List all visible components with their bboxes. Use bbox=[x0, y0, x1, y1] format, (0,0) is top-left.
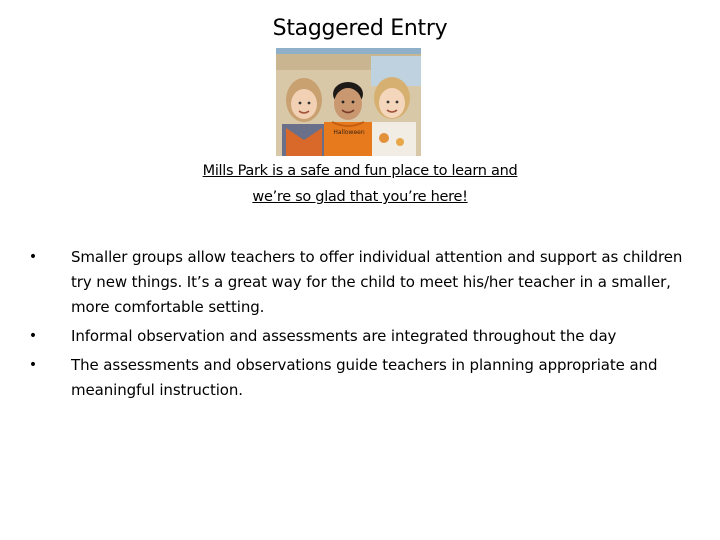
bullet-text: Informal observation and assessments are integrated throughout the day bbox=[71, 327, 617, 345]
bullet-text: Smaller groups allow teachers to offer individual attention and support as children try new things. It’s a great way for the child to meet his/her teacher in a smaller, more comfortable setting. bbox=[71, 248, 683, 316]
children-photo bbox=[276, 48, 421, 156]
shirt-text: Halloween bbox=[333, 129, 365, 136]
bullet-icon: • bbox=[28, 249, 38, 265]
bullet-text: The assessments and observations guide teachers in planning appropriate and meaningful instruction. bbox=[71, 356, 658, 399]
bullet-list bbox=[28, 245, 688, 407]
subtitle-line-2: we’re so glad that you’re here! bbox=[252, 189, 468, 205]
bullet-icon: • bbox=[28, 328, 38, 344]
subtitle-line-1: Mills Park is a safe and fun place to learn and bbox=[202, 163, 518, 179]
bullet-item bbox=[28, 245, 688, 320]
bullet-icon: • bbox=[28, 357, 38, 373]
slide-title: Staggered Entry bbox=[272, 16, 448, 41]
subtitle bbox=[150, 158, 570, 210]
bullet-item bbox=[28, 324, 688, 349]
bullet-item bbox=[28, 353, 688, 403]
